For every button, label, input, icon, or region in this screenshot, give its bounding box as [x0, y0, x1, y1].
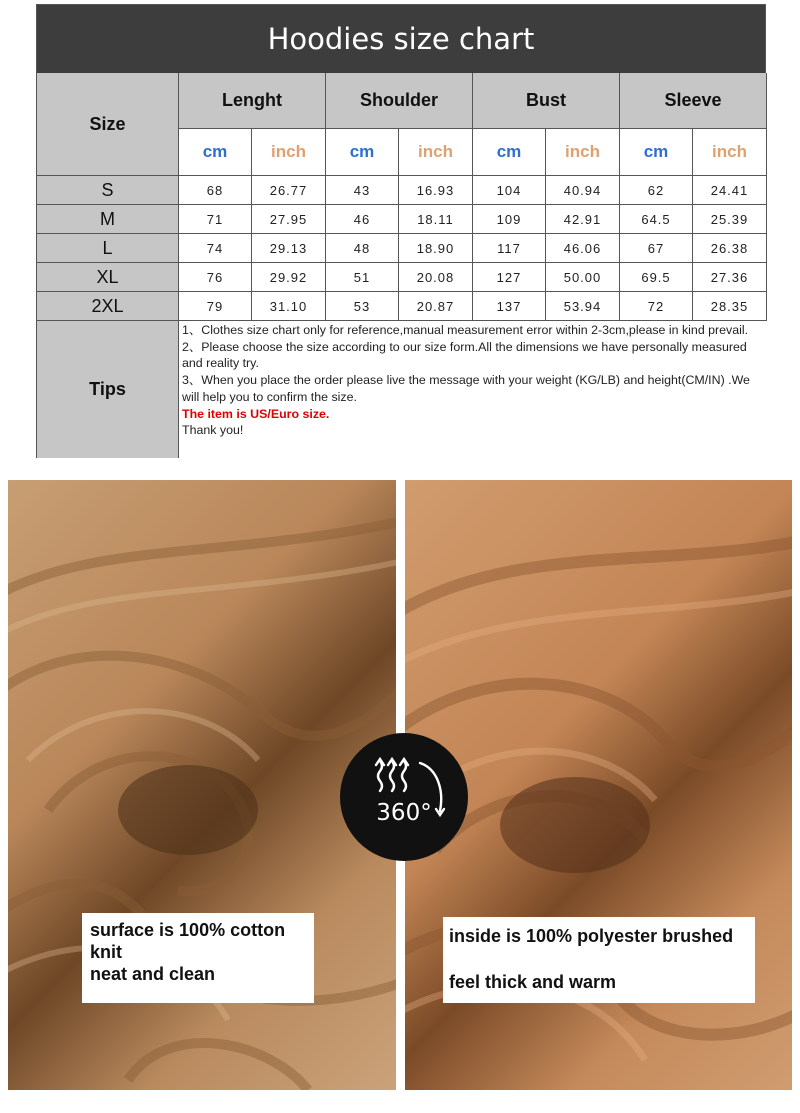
- bust-cm-unit: cm: [473, 129, 546, 176]
- bust-inch-unit: inch: [546, 129, 620, 176]
- table-cell: 137: [473, 292, 546, 321]
- tip-line-2: 2、Please choose the size according to our size form.All the dimensions we have personally measured and reality try.: [182, 339, 747, 371]
- size-label: XL: [37, 263, 179, 292]
- bust-header: Bust: [473, 73, 620, 129]
- table-cell: 26.77: [252, 176, 326, 205]
- table-cell: 20.87: [399, 292, 473, 321]
- table-cell: 50.00: [546, 263, 620, 292]
- table-row: [37, 176, 767, 205]
- table-cell: 67: [620, 234, 693, 263]
- table-cell: 25.39: [693, 205, 767, 234]
- caption-line: knit: [90, 942, 123, 962]
- polyester-inside-caption: [443, 917, 755, 1003]
- table-cell: 48: [326, 234, 399, 263]
- table-cell: 62: [620, 176, 693, 205]
- table-cell: 20.08: [399, 263, 473, 292]
- size-label: 2XL: [37, 292, 179, 321]
- table-row: [37, 234, 767, 263]
- shoulder-inch-unit: inch: [399, 129, 473, 176]
- size-label: M: [37, 205, 179, 234]
- rotation-360-label: 360°: [376, 800, 432, 826]
- length-cm-unit: cm: [179, 129, 252, 176]
- table-cell: 69.5: [620, 263, 693, 292]
- table-cell: 43: [326, 176, 399, 205]
- size-label: L: [37, 234, 179, 263]
- table-cell: 72: [620, 292, 693, 321]
- table-cell: 71: [179, 205, 252, 234]
- table-cell: 127: [473, 263, 546, 292]
- table-cell: 29.92: [252, 263, 326, 292]
- table-cell: 18.90: [399, 234, 473, 263]
- table-cell: 79: [179, 292, 252, 321]
- table-cell: 46: [326, 205, 399, 234]
- size-label: S: [37, 176, 179, 205]
- table-cell: 28.35: [693, 292, 767, 321]
- table-cell: 26.38: [693, 234, 767, 263]
- table-cell: 46.06: [546, 234, 620, 263]
- table-cell: 27.36: [693, 263, 767, 292]
- tip-line-3: 3、When you place the order please live the message with your weight (KG/LB) and height(CM/IN) .We will help you to confirm the size.: [182, 373, 750, 404]
- length-inch-unit: inch: [252, 129, 326, 176]
- table-cell: 42.91: [546, 205, 620, 234]
- table-cell: 51: [326, 263, 399, 292]
- table-cell: 40.94: [546, 176, 620, 205]
- tip-line-1: 1、Clothes size chart only for reference,manual measurement error within 2-3cm,please in kind prevail.: [182, 323, 749, 337]
- sleeve-header: Sleeve: [620, 73, 767, 129]
- caption-line: neat and clean: [90, 964, 216, 984]
- table-row: [37, 292, 767, 321]
- heat-waves-icon: [340, 733, 468, 861]
- table-cell: 53: [326, 292, 399, 321]
- thank-you-text: Thank you!: [182, 423, 244, 438]
- sleeve-cm-unit: cm: [620, 129, 693, 176]
- table-cell: 104: [473, 176, 546, 205]
- chart-title: Hoodies size chart: [37, 5, 765, 73]
- size-header: Size: [37, 73, 179, 176]
- caption-line: surface is 100% cotton: [90, 920, 286, 940]
- caption-line: inside is 100% polyester brushed: [449, 926, 734, 946]
- table-cell: 117: [473, 234, 546, 263]
- table-cell: 64.5: [620, 205, 693, 234]
- sleeve-inch-unit: inch: [693, 129, 767, 176]
- table-cell: 29.13: [252, 234, 326, 263]
- tips-text: [179, 321, 766, 458]
- table-cell: 31.10: [252, 292, 326, 321]
- caption-line: feel thick and warm: [449, 972, 617, 992]
- table-cell: 16.93: [399, 176, 473, 205]
- table-cell: 68: [179, 176, 252, 205]
- table-cell: 18.11: [399, 205, 473, 234]
- table-row: [37, 263, 767, 292]
- tips-label: Tips: [37, 321, 179, 458]
- table-cell: 109: [473, 205, 546, 234]
- length-header: Lenght: [179, 73, 326, 129]
- warmth-360-badge: [340, 733, 468, 861]
- shoulder-cm-unit: cm: [326, 129, 399, 176]
- size-chart-table: [36, 4, 766, 458]
- table-cell: 24.41: [693, 176, 767, 205]
- table-cell: 27.95: [252, 205, 326, 234]
- shoulder-header: Shoulder: [326, 73, 473, 129]
- size-standard-note: The item is US/Euro size.: [182, 406, 330, 421]
- cotton-surface-caption: [82, 913, 314, 1003]
- table-cell: 74: [179, 234, 252, 263]
- table-cell: 76: [179, 263, 252, 292]
- table-cell: 53.94: [546, 292, 620, 321]
- table-row: [37, 205, 767, 234]
